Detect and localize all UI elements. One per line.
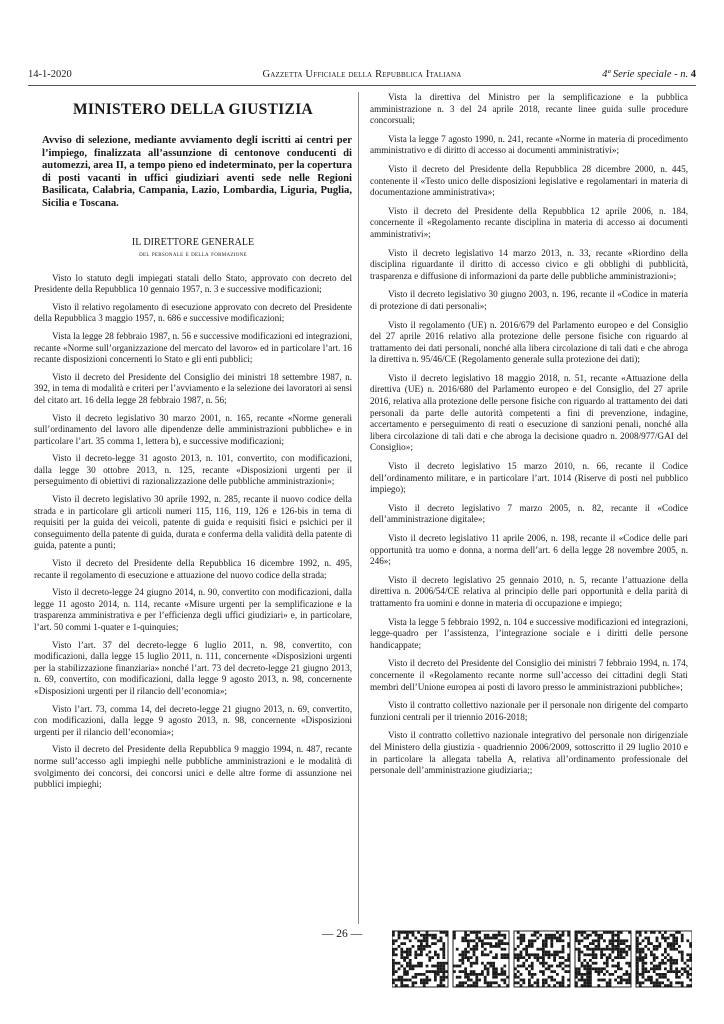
- preamble-paragraph: Visto il decreto legislativo 30 giugno 2003, n. 196, recante il «Codice in materia di protezione di dati personali»;: [370, 289, 688, 311]
- ministry-title: MINISTERO DELLA GIUSTIZIA: [72, 101, 314, 118]
- barcode-block: [514, 931, 570, 987]
- barcode-block: [575, 931, 631, 987]
- preamble-paragraph: Visto il decreto legislativo 18 maggio 2018, n. 51, recante «Attuazione della direttiva (UE) n. 2016/680 del Parlamento europeo e del Consiglio, del 27 aprile 2016, relativa alla protezione delle persone fisiche con riguardo al trattamento dei dati personali da parte delle autorità competenti a fini di prevenzione, indagine, accertamento e perseguimento di reati o esecuzione di sanzioni penali, nonché alla libera circolazione di tali dati e che abroga la decisione quadro n. 2008/977/GAI del Consiglio»;: [370, 372, 688, 453]
- preamble-paragraph: Visto il decreto legislativo 14 marzo 2013, n. 33, recante «Riordino della disciplina riguardante il diritto di accesso civico e gli obblighi di pubblicità, trasparenza e diffusione di informazioni da parte delle pubbliche amministrazioni»;: [370, 247, 688, 281]
- series-label: 4ª Serie speciale - n.: [602, 69, 689, 80]
- series-number: [602, 68, 696, 82]
- preamble-paragraph: Visto il decreto-legge 31 agosto 2013, n. 101, convertito, con modificazioni, dalla legge 30 ottobre 2013, n. 125, recante «Disposizioni urgenti per il perseguimento di obiettivi di razionalizzazione delle pubbliche amministrazioni»;: [34, 453, 352, 487]
- preamble-paragraph: Visto il regolamento (UE) n. 2016/679 del Parlamento europeo e del Consiglio del 27 aprile 2016 relativo alla protezione delle persone fisiche con riguardo al trattamento dei dati personali, nonché alla libera circolazione di tali dati e che abroga la direttiva n. 95/46/CE (Regolamento generale sulla protezione dei dati);: [370, 319, 688, 365]
- barcode-block: [453, 931, 509, 987]
- header-rule: [28, 85, 696, 86]
- preamble-paragraph: Vista la direttiva del Ministro per la semplificazione e la pubblica amministrazione n. 3 del 24 aprile 2018, recante linee guida sulle procedure concorsuali;: [370, 92, 688, 126]
- preamble-paragraph: Visto il relativo regolamento di esecuzione approvato con decreto del Presidente della Repubblica 3 maggio 1957, n. 686 e successive modificazioni;: [34, 301, 352, 324]
- preamble-paragraph: Visto il decreto del Presidente della Repubblica 12 aprile 2006, n. 184, concernente il «Regolamento recante disciplina in materia di accesso ai documenti amministrativi»;: [370, 205, 688, 239]
- preamble-paragraph: Visto il decreto del Presidente della Repubblica 16 dicembre 1992, n. 495, recante il regolamento di esecuzione e attuazione del nuovo codice della strada;: [34, 558, 352, 580]
- left-column: [34, 92, 352, 797]
- page-header: [28, 68, 696, 82]
- barcode-block: [392, 931, 448, 987]
- gazette-title: Gazzetta Ufficiale della Repubblica Italiana: [262, 69, 462, 80]
- preamble-paragraph: Visto il decreto legislativo 7 marzo 2005, n. 82, recante il «Codice dell’amministrazione digitale»;: [370, 502, 688, 525]
- preamble-paragraph: Visto il decreto legislativo 25 gennaio 2010, n. 5, recante l’attuazione della direttiva n. 2006/54/CE relativa al principio delle pari opportunità e della parità di trattamento fra uomini e donne in materia di occupazione e impiego;: [370, 574, 688, 608]
- preamble-paragraph: Visto l’art. 73, comma 14, del decreto-legge 21 giugno 2013, n. 69, convertito, con modificazioni, dalla legge 9 agosto 2013, n. 98, concernente «Disposizioni urgenti per il rilancio dell’economia»;: [34, 703, 352, 737]
- preamble-paragraph: Visto il contratto collettivo nazionale integrativo del personale non dirigenziale del Ministero della giustizia - quadriennio 2006/2009, sottoscritto il 29 luglio 2010 e in particolare la allegata tabella A, relativa all’ordinamento professionale del personale dell’amministrazione giudiziaria;;: [370, 730, 688, 776]
- preamble-paragraph: Visto l’art. 37 del decreto-legge 6 luglio 2011, n. 98, convertito, con modificazioni, dalla legge 15 luglio 2011, n. 111, concernente «Disposizioni urgenti per la stabilizzazione finanziaria» nonché l’art. 73 del decreto-legge 21 giugno 2013, n. 69, convertito, con modificazioni, dalla legge 9 agosto 2013, n. 98, concernente «Disposizioni urgenti per il rilancio dell’economia»;: [34, 639, 352, 696]
- datamatrix-barcode: [392, 930, 692, 988]
- preamble-paragraph: Vista la legge 7 agosto 1990, n. 241, recante «Norme in materia di procedimento amministrativo e di diritto di accesso ai documenti amministrativi»;: [370, 133, 688, 156]
- issue-number: 4: [690, 69, 696, 80]
- preamble-paragraph: Vista la legge 5 febbraio 1992, n. 104 e successive modificazioni ed integrazioni, legge-quadro per l’assistenza, l’integrazione sociale e i diritti delle persone handicappate;: [370, 616, 688, 650]
- barcode-block: [636, 931, 692, 987]
- directorate-subtitle: del personale e della formazione: [139, 248, 247, 258]
- preamble-paragraph: Visto lo statuto degli impiegati statali dello Stato, approvato con decreto del Presidente della Repubblica 10 gennaio 1957, n. 3 e successive modificazioni;: [34, 272, 352, 295]
- column-divider: [358, 92, 359, 924]
- preamble-paragraph: Visto il decreto-legge 24 giugno 2014, n. 90, convertito con modificazioni, dalla legge 11 agosto 2014, n. 114, recante «Misure urgenti per la semplificazione e la trasparenza amministrativa e per l’efficienza degli uffici giudiziari» e, in particolare, l’art. 50 commi 1-quater e 1-quinquies;: [34, 587, 352, 632]
- preamble-paragraph: Visto il decreto legislativo 30 aprile 1992, n. 285, recante il nuovo codice della strada e in particolare gli articoli numeri 115, 116, 119, 126 e 126-bis in tema di requisiti per la guida dei veicoli, patente di guida e requisiti fisici e psichici per il conseguimento della patente di guida, durata e conferma della validità della patente di guida, patente a punti;: [34, 494, 352, 551]
- preamble-paragraph: Visto il decreto del Presidente del Consiglio dei ministri 7 febbraio 1994, n. 174, concernente il «Regolamento recante norme sull’accesso dei cittadini degli Stati membri dell’Unione europea ai posti di lavoro presso le amministrazioni pubbliche»;: [370, 658, 688, 692]
- preamble-paragraph: Visto il decreto del Presidente della Repubblica 28 dicembre 2000, n. 445, contenente il «Testo unico delle disposizioni legislative e regolamentari in materia di documentazione amministrativa»;: [370, 163, 688, 198]
- preamble-paragraph: Visto il decreto legislativo 15 marzo 2010, n. 66, recante il Codice dell’ordinamento militare, e in particolare l’art. 1014 (Riserve di posti nel pubblico impiego);: [370, 461, 688, 495]
- preamble-paragraph: Visto il decreto del Presidente del Consiglio dei ministri 18 settembre 1987, n. 392, in tema di modalità e criteri per l’avviamento e la selezione dei lavoratori ai sensi del citato art. 16 della legge 28 febbraio 1987, n. 56;: [34, 371, 352, 405]
- page-number: — 26 —: [321, 928, 363, 940]
- preamble-paragraph: Visto il decreto legislativo 11 aprile 2006, n. 198, recante il «Codice delle pari opportunità tra uomo e donna, a norma dell’art. 6 della legge 28 novembre 2005, n. 246»;: [370, 533, 688, 567]
- preamble-paragraph: Visto il contratto collettivo nazionale per il personale non dirigente del comparto funzioni centrali per il triennio 2016-2018;: [370, 700, 688, 722]
- preamble-paragraph: Visto il decreto legislativo 30 marzo 2001, n. 165, recante «Norme generali sull’ordinamento del lavoro alle dipendenze delle amministrazioni pubbliche» e in particolare l’art. 35 comma 1, lettera b), e successive modificazioni;: [34, 412, 352, 446]
- notice-title: Avviso di selezione, mediante avviamento degli iscritti ai centri per l’impiego, finalizzata all’assunzione di centonove conducenti di automezzi, area II, a tempo pieno ed indeterminato, per la copertura di posti vacanti in uffici giudiziari aventi sede nelle Regioni Basilicata, Calabria, Campania, Lazio, Lombardia, Liguria, Puglia, Sicilia e Toscana.: [42, 135, 352, 209]
- right-column: [370, 92, 688, 784]
- publication-date: 14-1-2020: [28, 69, 72, 80]
- preamble-paragraph: Vista la legge 28 febbraio 1987, n. 56 e successive modificazioni ed integrazioni, recante «Norme sull’organizzazione del mercato del lavoro» ed in particolare l’art. 16 recante disposizioni concernenti lo Stato e gli enti pubblici;: [34, 330, 352, 365]
- preamble-paragraph: Visto il decreto del Presidente della Repubblica 9 maggio 1994, n. 487, recante norme sull’accesso agli impieghi nelle pubbliche amministrazioni e le modalità di svolgimento dei concorsi, dei concorsi unici e delle altre forme di assunzione nei pubblici impieghi;: [34, 744, 352, 790]
- director-title: IL DIRETTORE GENERALE: [131, 236, 255, 248]
